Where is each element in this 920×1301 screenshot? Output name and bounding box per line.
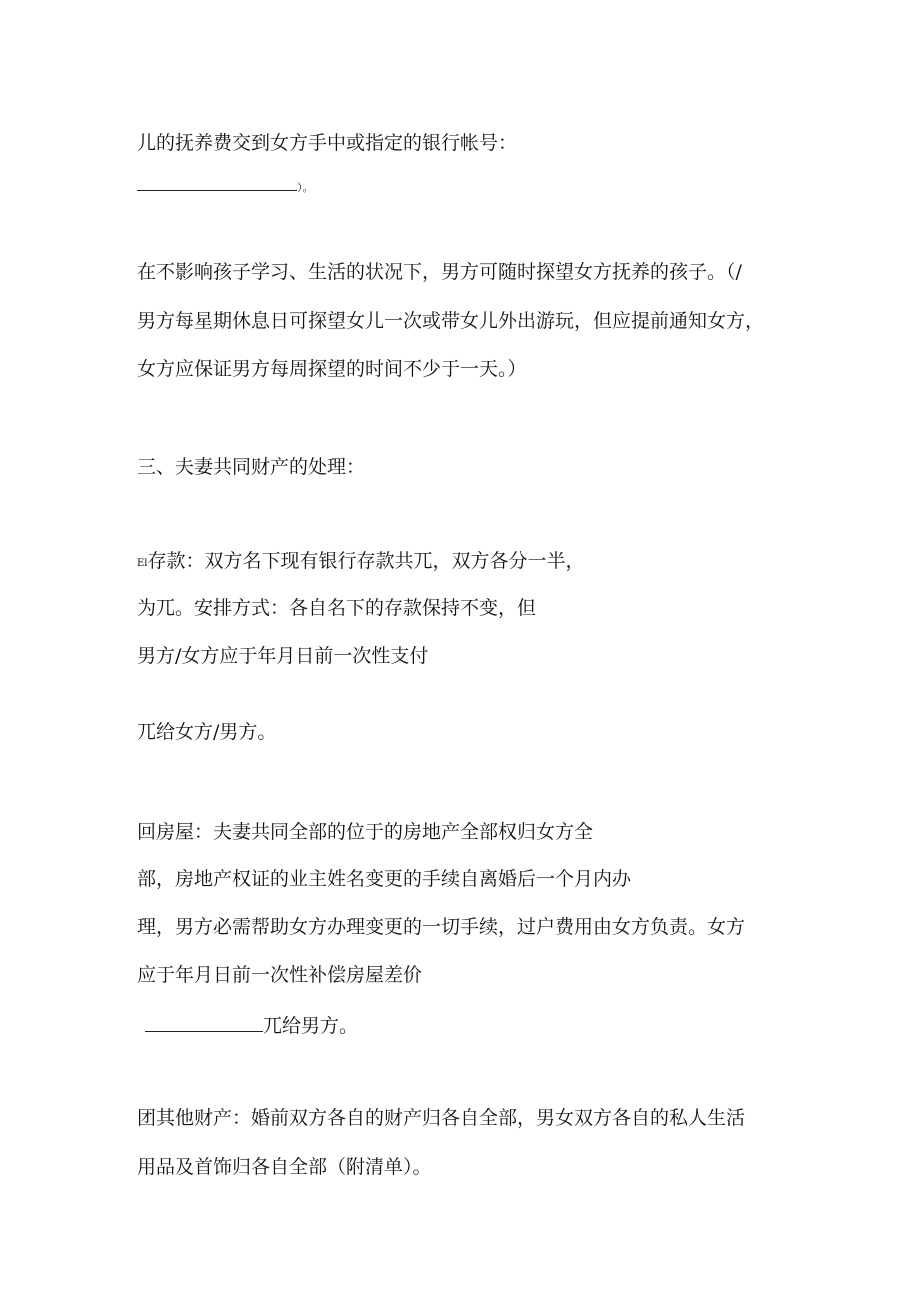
text-line-14: 应于年月日前一次性补偿房屋差价 xyxy=(137,964,423,986)
text-line-1: 儿的抚养费交到女方手中或指定的银行帐号： xyxy=(137,132,518,154)
text-line-5: 女方应保证男方每周探望的时间不少于一天。） xyxy=(137,358,527,380)
text-line-2-tail: ）。 xyxy=(297,181,314,194)
text-line-3: 在不影响孩子学习、生活的状况下，男方可随时探望女方抚养的孩子。（/ xyxy=(137,261,742,283)
blank-account-number xyxy=(137,176,297,191)
text-line-9: 男方/女方应于年月日前一次性支付 xyxy=(137,645,429,667)
text-line-10: 兀给女方/男方。 xyxy=(137,721,277,743)
text-line-13: 理，男方必需帮助女方办理变更的一切手续，过户费用由女方负责。女方 xyxy=(137,916,746,938)
bullet-mark: El xyxy=(137,558,148,569)
text-line-15-tail: 兀给男方。 xyxy=(263,1015,359,1037)
text-line-15 xyxy=(145,1014,358,1038)
text-line-11: 回房屋：夫妻共同全部的位于的房地产全部权归女方全 xyxy=(137,821,594,843)
text-line-17: 用品及首饰归各自全部（附清单）。 xyxy=(137,1156,432,1178)
text-line-7-body: 存款：双方名下现有银行存款共兀，双方各分一半， xyxy=(147,550,585,572)
text-line-12: 部，房地产权证的业主姓名变更的手续自离婚后一个月内办 xyxy=(137,868,632,890)
text-line-8: 为兀。安排方式：各自名下的存款保持不变，但 xyxy=(137,597,537,619)
section-heading-property: 三、夫妻共同财产的处理： xyxy=(137,456,366,478)
text-line-2 xyxy=(137,173,314,200)
blank-price-difference xyxy=(145,1017,263,1032)
text-line-16: 团其他财产：婚前双方各自的财产归各自全部，男女双方各自的私人生活 xyxy=(137,1107,746,1129)
text-line-4: 男方每星期休息日可探望女儿一次或带女儿外出游玩，但应提前通知女方， xyxy=(137,310,765,332)
text-line-7 xyxy=(137,549,585,576)
